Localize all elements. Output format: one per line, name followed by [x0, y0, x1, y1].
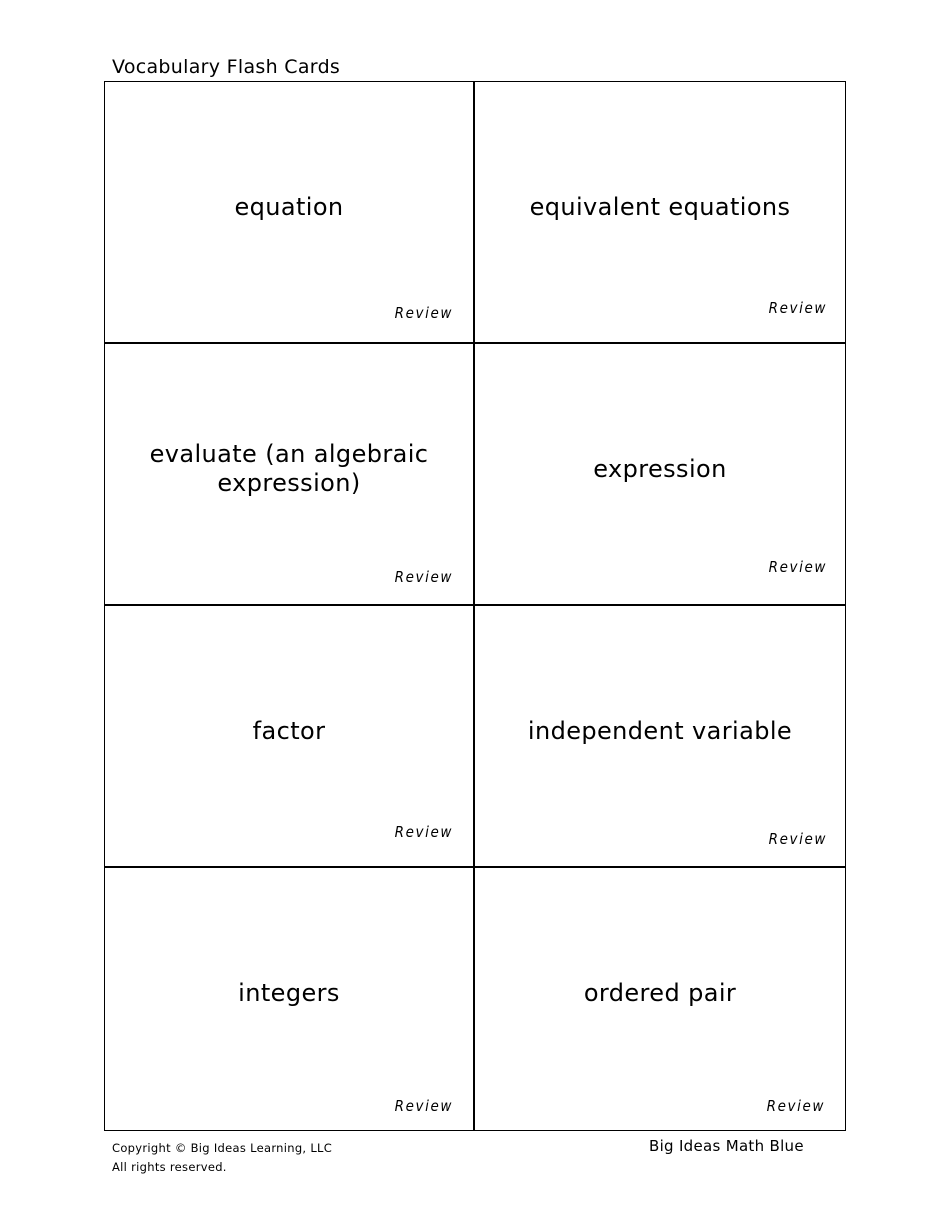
card-tag: Review	[768, 830, 827, 848]
flash-card	[105, 606, 475, 868]
card-tag: Review	[768, 299, 827, 317]
card-term: equivalent equations	[529, 192, 791, 221]
card-tag: Review	[766, 1097, 825, 1115]
card-term: integers	[238, 978, 340, 1007]
rights-line: All rights reserved.	[112, 1160, 227, 1174]
card-tag: Review	[394, 823, 453, 841]
flash-card	[475, 82, 845, 344]
card-tag: Review	[394, 304, 453, 322]
card-term: ordered pair	[583, 978, 737, 1007]
flash-card	[475, 606, 845, 868]
flash-card	[105, 82, 475, 344]
card-term: equation	[234, 192, 344, 221]
flash-card	[475, 868, 845, 1130]
card-term: independent variable	[527, 716, 793, 745]
flash-card	[105, 344, 475, 606]
card-term: factor	[252, 716, 326, 745]
card-tag: Review	[394, 1097, 453, 1115]
brand-label: Big Ideas Math Blue	[649, 1137, 804, 1155]
page-title: Vocabulary Flash Cards	[112, 56, 341, 78]
copyright-line: Copyright © Big Ideas Learning, LLC	[112, 1141, 333, 1155]
card-tag: Review	[394, 568, 453, 586]
card-tag: Review	[768, 558, 827, 576]
card-term: evaluate (an algebraic expression)	[149, 440, 429, 497]
copyright-notice	[112, 1139, 332, 1177]
flash-card-grid	[104, 81, 846, 1131]
flash-card	[475, 344, 845, 606]
card-term: expression	[593, 454, 727, 483]
flash-card	[105, 868, 475, 1130]
